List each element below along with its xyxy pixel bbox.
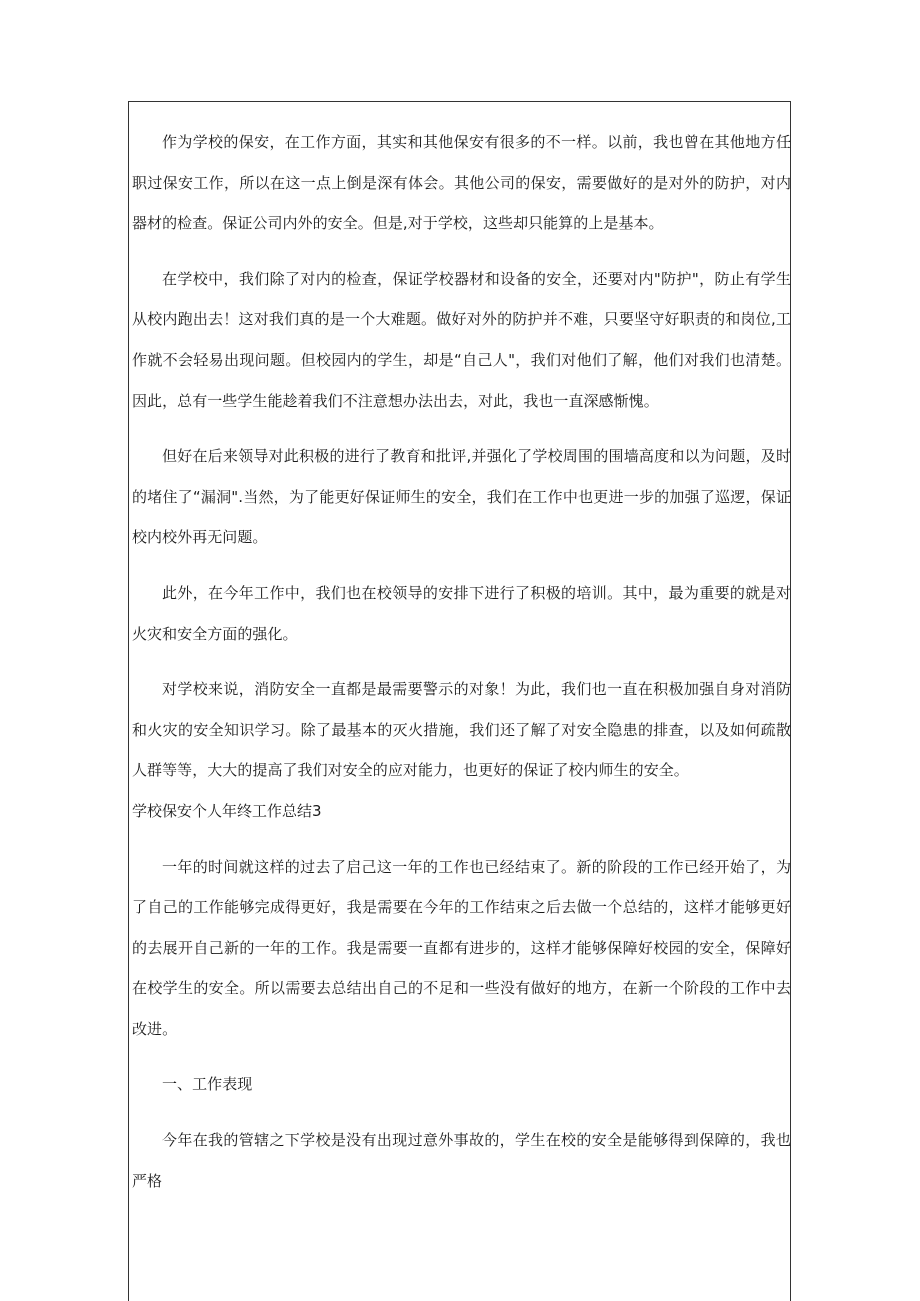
- section-title: 学校保安个人年终工作总结3: [132, 801, 322, 820]
- paragraph: 在学校中，我们除了对内的检查，保证学校器材和设备的安全，还要对内"防护"，防止有学生从校内跑出去！这对我们真的是一个大难题。做好对外的防护并不难，只要坚守好职责的和岗位,工作就不会轻易出现问题。但校园内的学生，却是“自己人"，我们对他们了解，他们对我们也清楚。因此，总有一些学生能趁着我们不注意想办法出去，对此，我也一直深感惭愧。: [132, 269, 791, 410]
- paragraph: 作为学校的保安，在工作方面，其实和其他保安有很多的不一样。以前，我也曾在其他地方任职过保安工作，所以在这一点上倒是深有体会。其他公司的保安，需要做好的是对外的防护，对内器材的检查。保证公司内外的安全。但是,对于学校，这些却只能算的上是基本。: [132, 133, 791, 233]
- document-body: [132, 122, 791, 1201]
- paragraph: 对学校来说，消防安全一直都是最需要警示的对象！为此，我们也一直在积极加强自身对消防和火灾的安全知识学习。除了最基本的灭火措施，我们还了解了对安全隐患的排查，以及如何疏散人群等等，大大的提高了我们对安全的应对能力，也更好的保证了校内师生的安全。: [132, 680, 791, 780]
- paragraph: 但好在后来领导对此积极的进行了教育和批评,并强化了学校周围的围墙高度和以为问题，及时的堵住了“漏洞".当然，为了能更好保证师生的安全，我们在工作中也更进一步的加强了巡逻，保证校内校外再无问题。: [132, 447, 791, 547]
- paragraph: 此外，在今年工作中，我们也在校领导的安排下进行了积极的培训。其中，最为重要的就是对火灾和安全方面的强化。: [132, 583, 791, 643]
- subheading: 一、工作表现: [162, 1075, 253, 1094]
- paragraph: 一年的时间就这样的过去了启己这一年的工作也已经结束了。新的阶段的工作已经开始了，为了自己的工作能够完成得更好，我是需要在今年的工作结束之后去做一个总结的，这样才能够更好的去展开自己新的一年的工作。我是需要一直都有进步的，这样才能够保障好校园的安全，保障好在校学生的安全。所以需要去总结出自己的不足和一些没有做好的地方，在新一个阶段的工作中去改进。: [132, 857, 791, 1038]
- paragraph: 今年在我的管辖之下学校是没有出现过意外事故的，学生在校的安全是能够得到保障的，我也严格: [132, 1131, 791, 1190]
